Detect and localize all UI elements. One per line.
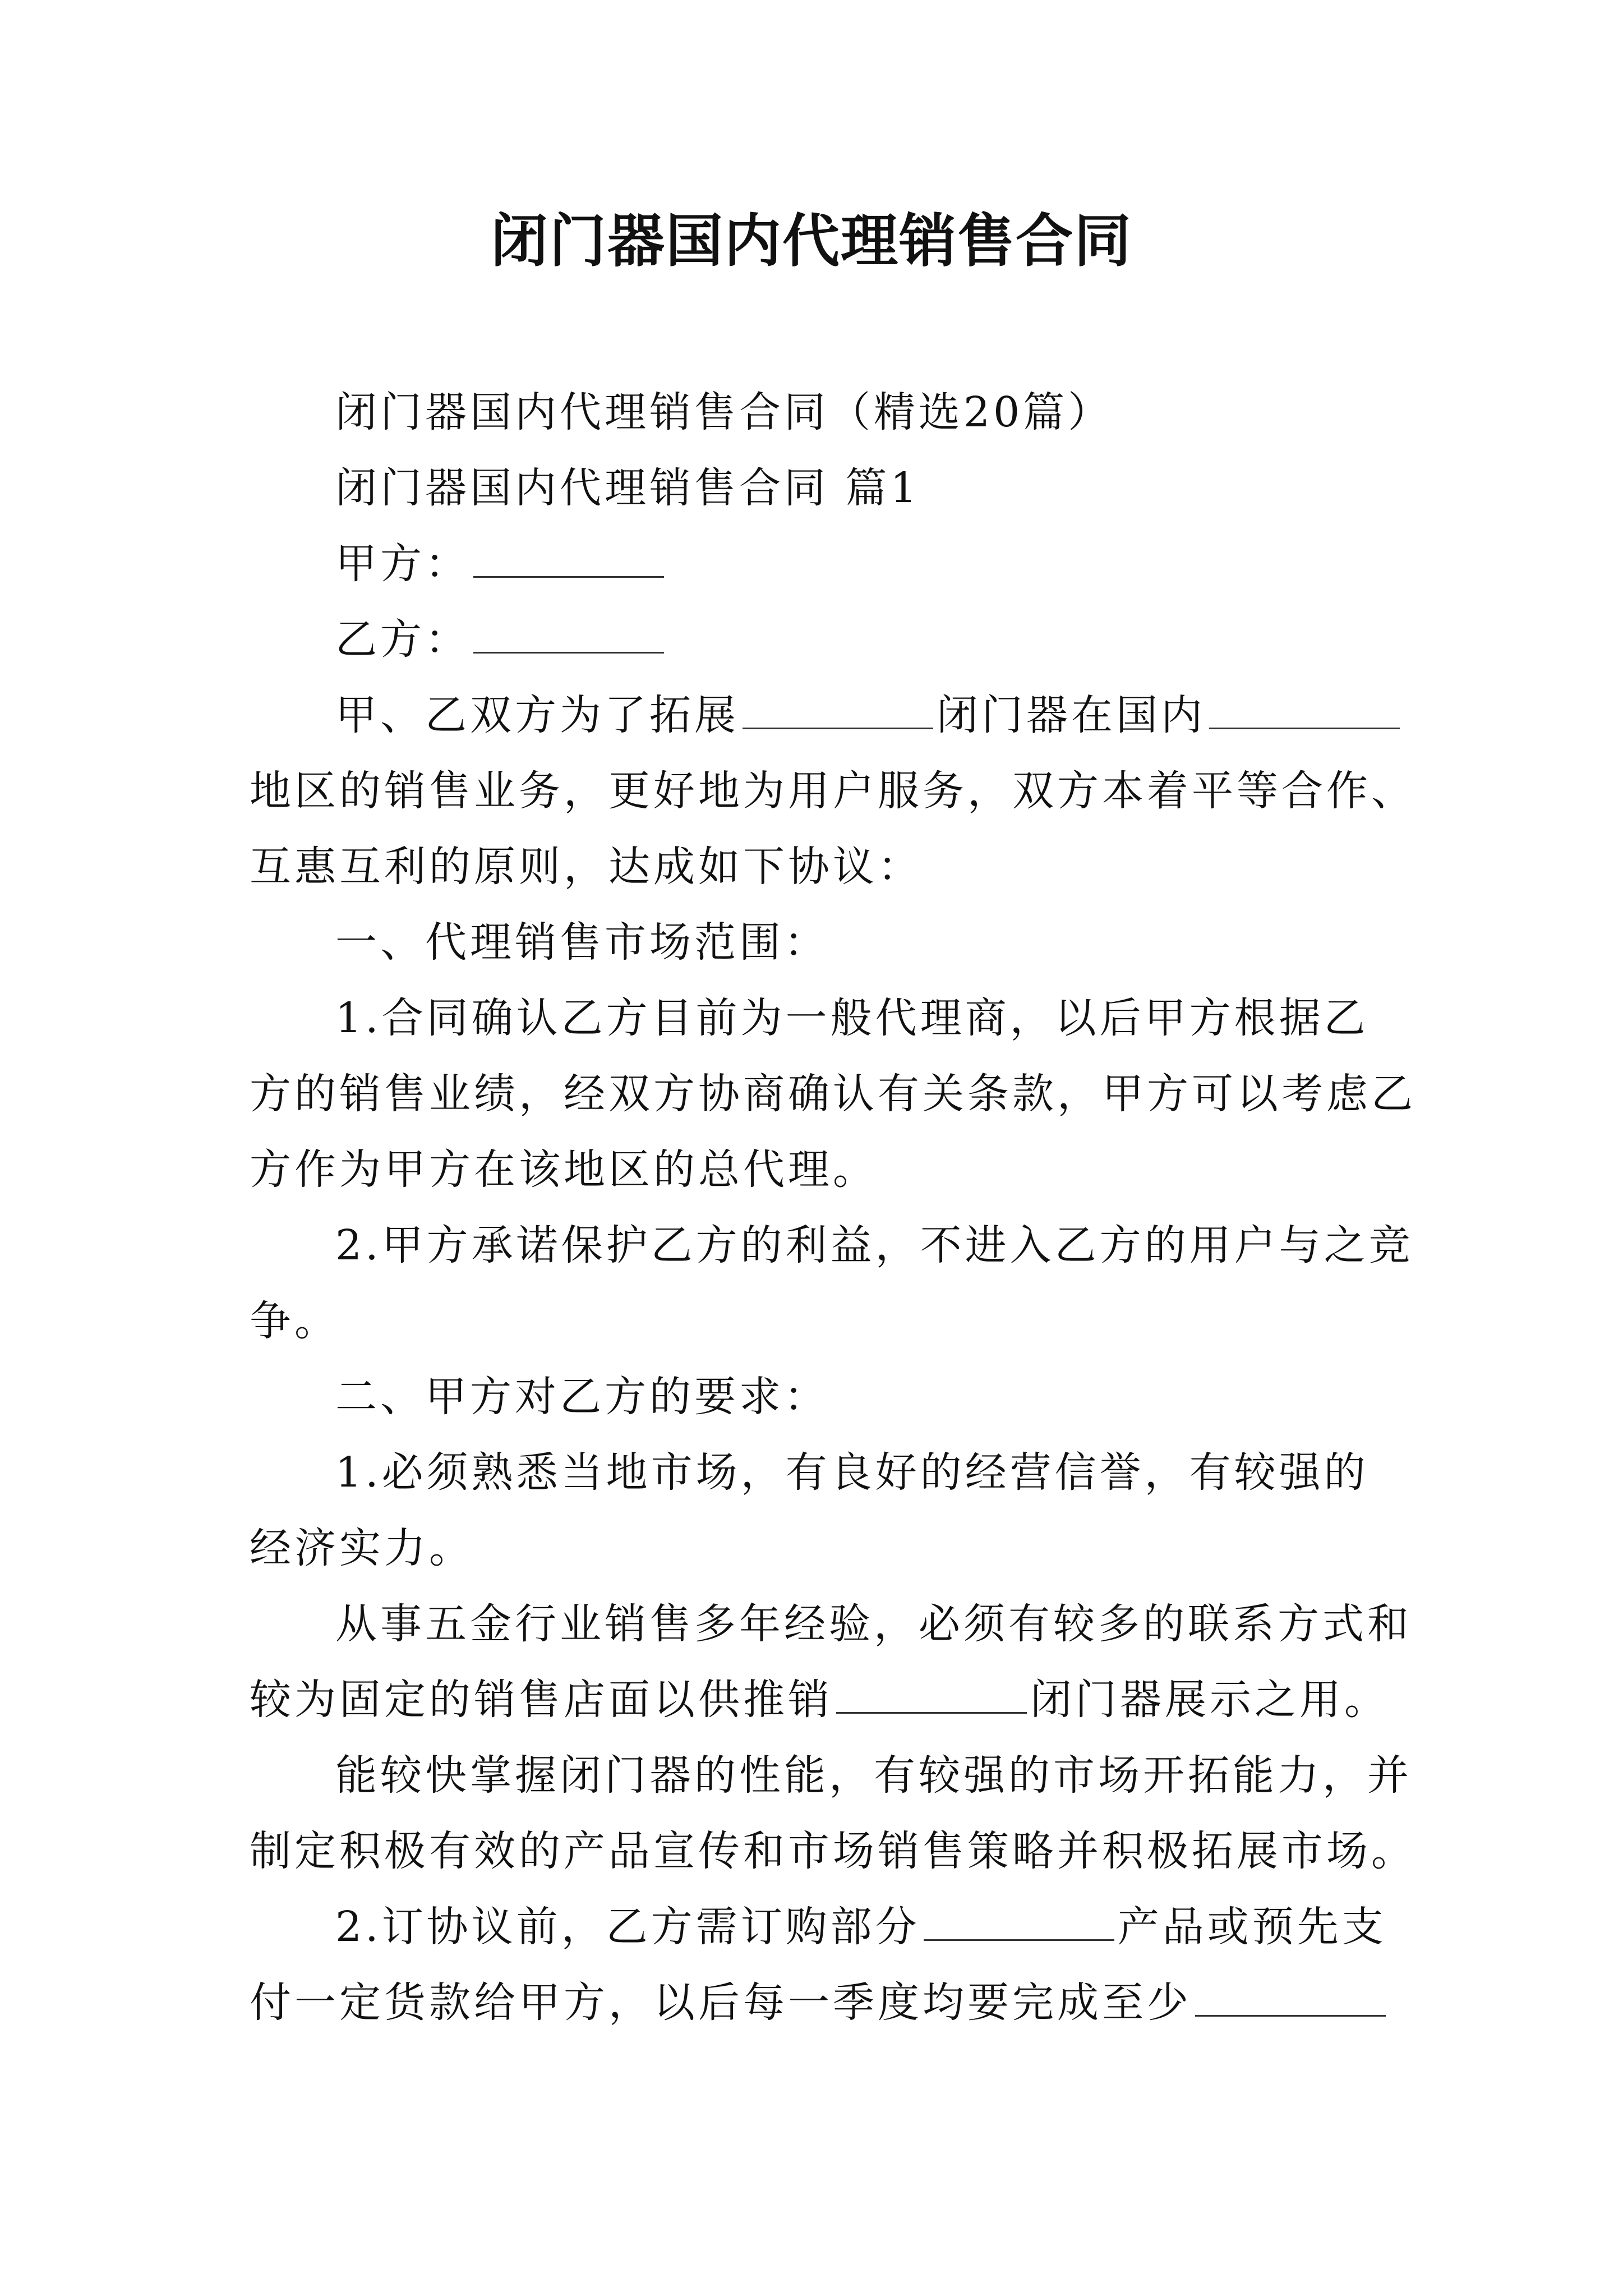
party-a-line: [335, 536, 667, 592]
quarterly-target-blank: [1195, 1981, 1386, 2017]
experience-line-1: 从事五金行业销售多年经验，必须有较多的联系方式和: [335, 1600, 1412, 1648]
heading-requirements: 二、甲方对乙方的要求：: [335, 1373, 829, 1421]
capability-line-1: 能较快掌握闭门器的性能，有较强的市场开拓能力，并: [335, 1751, 1412, 1800]
section-heading: 闭门器国内代理销售合同 篇1: [335, 464, 920, 512]
order-blank: [924, 1906, 1114, 1941]
clause-2-2-text-c: 付一定货款给甲方，以后每一季度均要完成至少: [250, 1978, 1192, 2027]
heading-market-scope: 一、代理销售市场范围：: [335, 918, 829, 967]
party-a-blank: [473, 542, 664, 578]
party-b-blank: [473, 618, 664, 654]
showcase-brand-blank: [836, 1678, 1027, 1714]
clause-2-2-text-a: 2.订协议前，乙方需订购部分: [335, 1903, 920, 1951]
region-blank: [1209, 694, 1400, 729]
clause-2-2-line-1: [335, 1899, 1387, 1955]
party-b-label: 乙方：: [335, 615, 470, 664]
clause-1-1-line-2: 方的销售业绩，经双方协商确认有关条款，甲方可以考虑乙: [250, 1070, 1416, 1118]
party-a-label: 甲方：: [335, 540, 470, 588]
intro-line-2: 地区的销售业务，更好地为用户服务，双方本着平等合作、: [250, 767, 1416, 815]
clause-2-1-line-1: 1.必须熟悉当地市场，有良好的经营信誉，有较强的: [335, 1448, 1369, 1497]
clause-1-1-line-1: 1.合同确认乙方目前为一般代理商，以后甲方根据乙: [335, 994, 1369, 1042]
experience-text-a: 较为固定的销售店面以供推销: [250, 1676, 833, 1724]
clause-1-2-line-1: 2.甲方承诺保护乙方的利益，不进入乙方的用户与之竞: [335, 1221, 1414, 1269]
intro-line-1: [335, 687, 1403, 743]
clause-2-2-text-b: 产品或预先支: [1117, 1903, 1387, 1951]
document-title: 闭门器国内代理销售合同: [491, 208, 1132, 275]
experience-text-b: 闭门器展示之用。: [1030, 1676, 1389, 1724]
party-b-line: [335, 611, 667, 668]
clause-1-1-line-3: 方作为甲方在该地区的总代理。: [250, 1145, 878, 1194]
intro-text-b: 闭门器在国内: [937, 691, 1206, 739]
document-subtitle: 闭门器国内代理销售合同（精选20篇）: [335, 388, 1113, 436]
brand-blank: [743, 694, 933, 729]
capability-line-2: 制定积极有效的产品宣传和市场销售策略并积极拓展市场。: [250, 1827, 1416, 1875]
experience-line-2: [250, 1672, 1389, 1728]
clause-2-1-line-2: 经济实力。: [250, 1524, 474, 1572]
clause-1-2-line-2: 争。: [250, 1297, 339, 1345]
clause-2-2-line-2: [250, 1975, 1389, 2031]
intro-text-a: 甲、乙双方为了拓展: [335, 691, 739, 739]
intro-line-3: 互惠互利的原则，达成如下协议：: [250, 843, 923, 891]
